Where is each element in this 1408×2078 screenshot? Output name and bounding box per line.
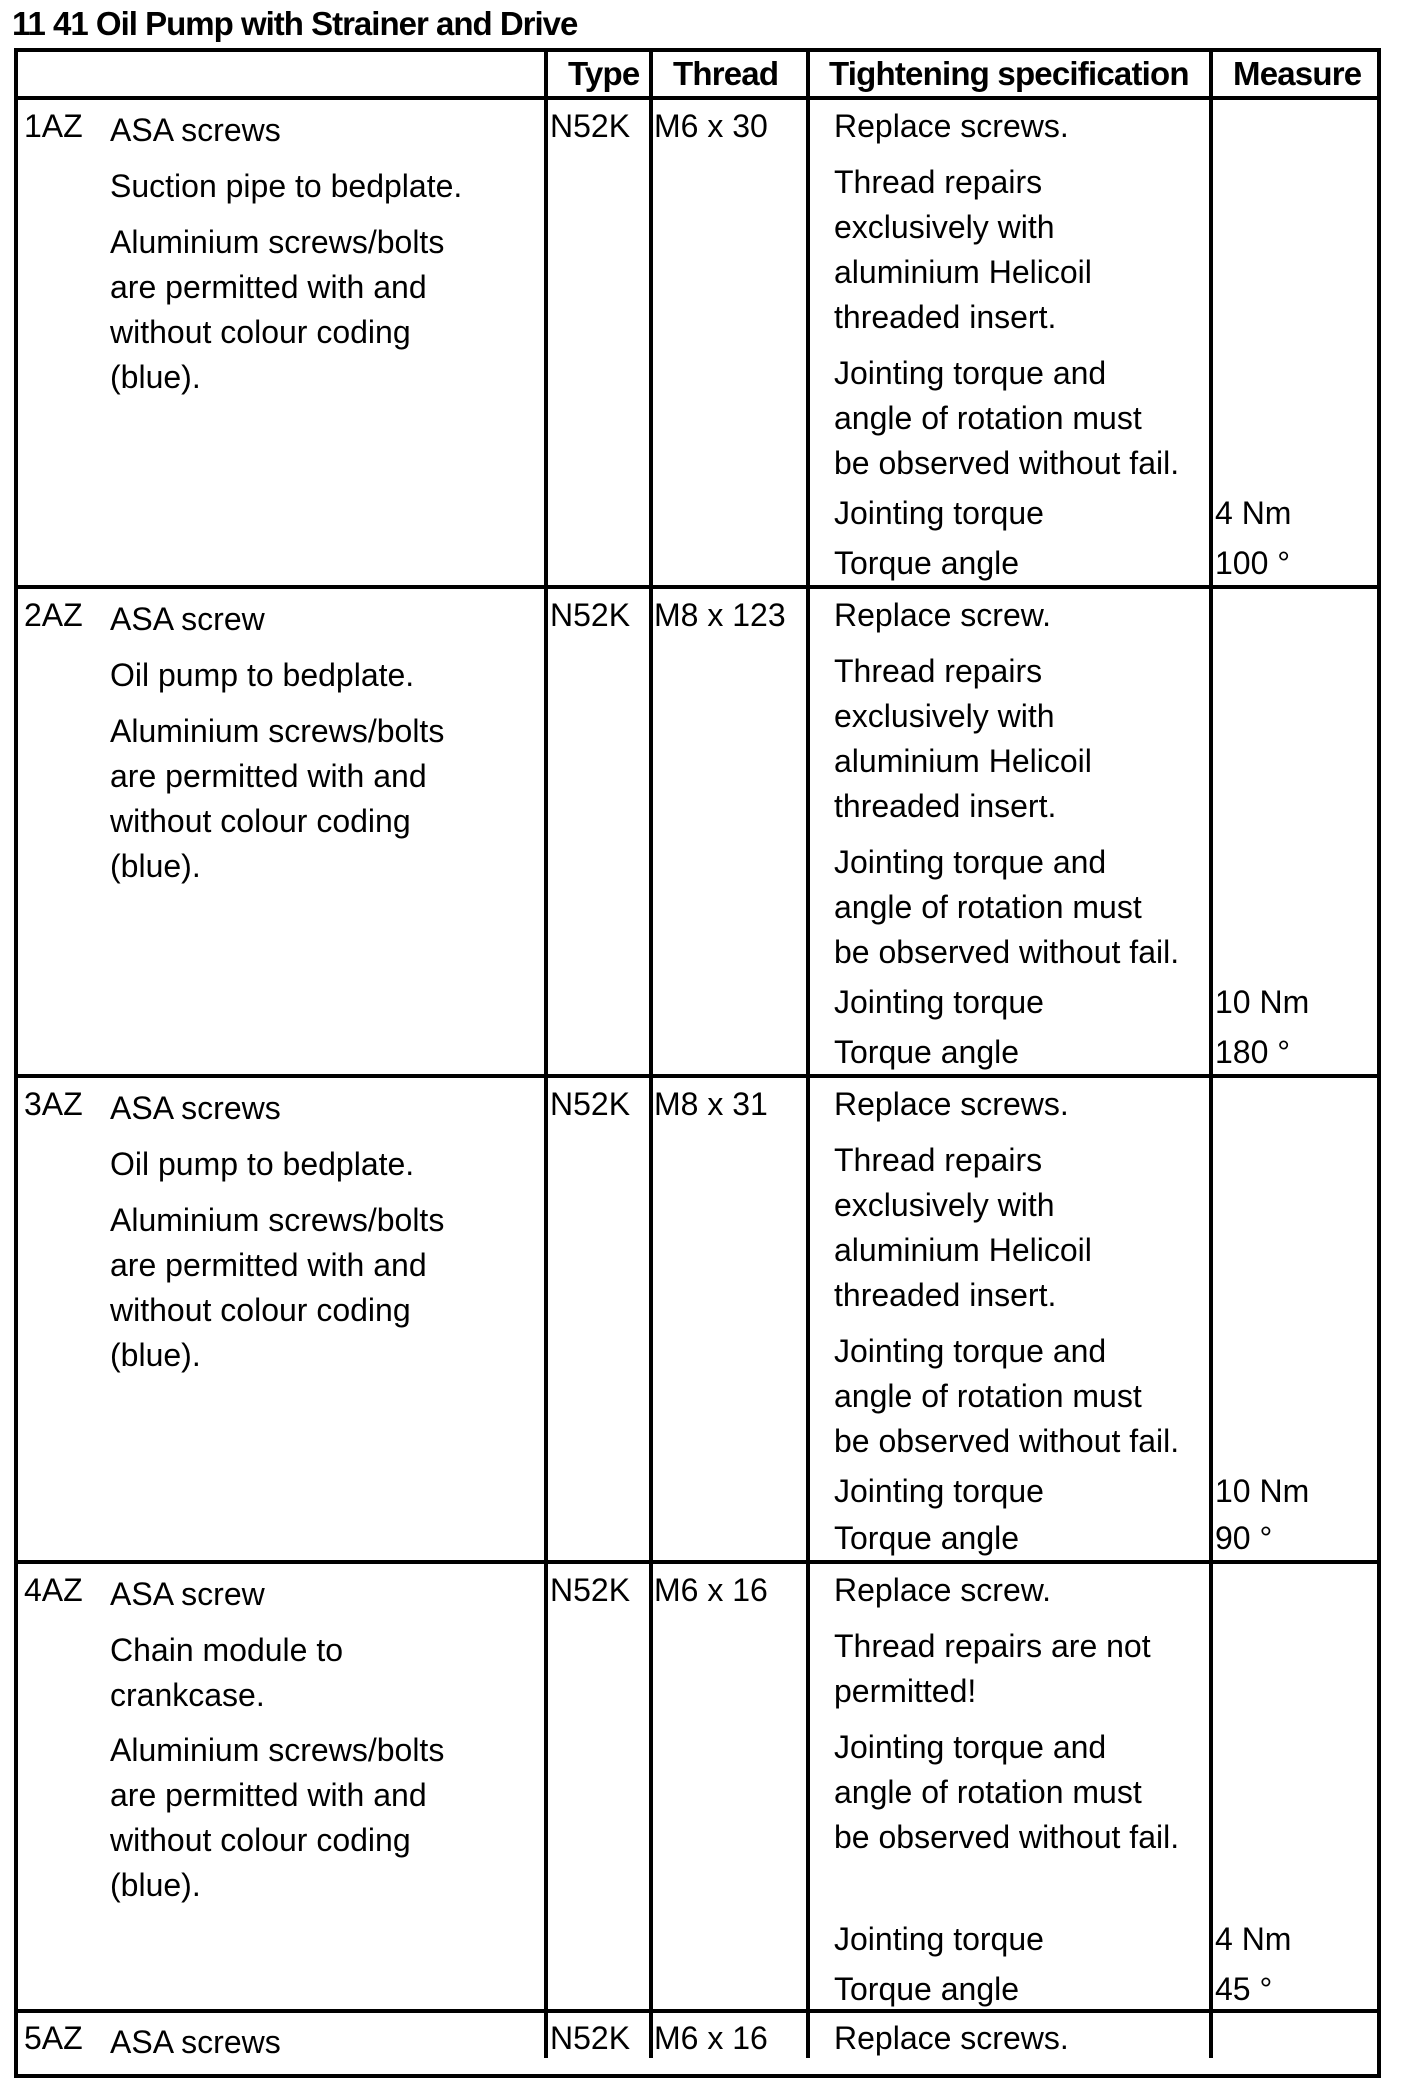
angle-value: 90 ° bbox=[1215, 1520, 1273, 1556]
item-note: without colour coding bbox=[110, 803, 411, 839]
item-id: 2AZ bbox=[24, 597, 83, 633]
spec-repair: permitted! bbox=[834, 1673, 977, 1709]
row-divider bbox=[14, 1560, 1381, 1564]
item-thread: M6 x 16 bbox=[654, 1572, 768, 1608]
item-note: (blue). bbox=[110, 359, 201, 395]
torque-value: 4 Nm bbox=[1215, 1921, 1292, 1957]
item-location: Chain module to bbox=[110, 1632, 344, 1668]
item-thread: M6 x 16 bbox=[654, 2020, 768, 2056]
angle-label: Torque angle bbox=[834, 1520, 1020, 1556]
column-divider bbox=[1209, 48, 1213, 2058]
item-note: (blue). bbox=[110, 1337, 201, 1373]
spec-observe: Jointing torque and bbox=[834, 355, 1107, 391]
spec-observe: angle of rotation must bbox=[834, 1378, 1142, 1414]
item-type: N52K bbox=[550, 1086, 631, 1122]
item-location: Oil pump to bedplate. bbox=[110, 1146, 415, 1182]
angle-value: 45 ° bbox=[1215, 1971, 1273, 2007]
torque-value: 4 Nm bbox=[1215, 495, 1292, 531]
row-divider bbox=[14, 1074, 1381, 1078]
item-thread: M6 x 30 bbox=[654, 108, 768, 144]
item-note: are permitted with and bbox=[110, 758, 427, 794]
item-name: ASA screws bbox=[110, 112, 281, 148]
item-note: Aluminium screws/bolts bbox=[110, 224, 445, 260]
item-name: ASA screw bbox=[110, 601, 265, 637]
spec-replace: Replace screws. bbox=[834, 108, 1069, 144]
column-divider bbox=[649, 48, 653, 2058]
page-title: 11 41 Oil Pump with Strainer and Drive bbox=[12, 5, 578, 42]
item-name: ASA screws bbox=[110, 2024, 281, 2060]
torque-label: Jointing torque bbox=[834, 984, 1044, 1020]
spec-observe: Jointing torque and bbox=[834, 844, 1107, 880]
column-divider bbox=[544, 48, 548, 2058]
item-location: Suction pipe to bedplate. bbox=[110, 168, 463, 204]
spec-repair: exclusively with bbox=[834, 1187, 1055, 1223]
spec-repair: aluminium Helicoil bbox=[834, 1232, 1092, 1268]
item-note: without colour coding bbox=[110, 1822, 411, 1858]
angle-label: Torque angle bbox=[834, 1971, 1020, 2007]
item-note: (blue). bbox=[110, 1867, 201, 1903]
item-type: N52K bbox=[550, 2020, 631, 2056]
spec-repair: Thread repairs are not bbox=[834, 1628, 1151, 1664]
spec-repair: aluminium Helicoil bbox=[834, 743, 1092, 779]
angle-value: 180 ° bbox=[1215, 1034, 1291, 1070]
header-measure: Measure bbox=[1233, 55, 1362, 92]
item-note: are permitted with and bbox=[110, 1777, 427, 1813]
item-type: N52K bbox=[550, 1572, 631, 1608]
spec-replace: Replace screws. bbox=[834, 1086, 1069, 1122]
spec-repair: exclusively with bbox=[834, 698, 1055, 734]
item-note: without colour coding bbox=[110, 314, 411, 350]
item-id: 1AZ bbox=[24, 108, 83, 144]
angle-label: Torque angle bbox=[834, 545, 1020, 581]
item-location: Oil pump to bedplate. bbox=[110, 657, 415, 693]
spec-observe: be observed without fail. bbox=[834, 934, 1180, 970]
torque-value: 10 Nm bbox=[1215, 1473, 1310, 1509]
torque-label: Jointing torque bbox=[834, 495, 1044, 531]
angle-value: 100 ° bbox=[1215, 545, 1291, 581]
item-id: 4AZ bbox=[24, 1572, 83, 1608]
item-type: N52K bbox=[550, 597, 631, 633]
item-location: crankcase. bbox=[110, 1677, 265, 1713]
column-divider bbox=[806, 48, 810, 2058]
item-name: ASA screw bbox=[110, 1576, 265, 1612]
item-type: N52K bbox=[550, 108, 631, 144]
torque-label: Jointing torque bbox=[834, 1473, 1044, 1509]
spec-observe: angle of rotation must bbox=[834, 1774, 1142, 1810]
spec-observe: be observed without fail. bbox=[834, 445, 1180, 481]
spec-observe: angle of rotation must bbox=[834, 889, 1142, 925]
spec-repair: Thread repairs bbox=[834, 1142, 1043, 1178]
item-thread: M8 x 123 bbox=[654, 597, 786, 633]
item-note: Aluminium screws/bolts bbox=[110, 1732, 445, 1768]
spec-observe: Jointing torque and bbox=[834, 1333, 1107, 1369]
item-note: Aluminium screws/bolts bbox=[110, 713, 445, 749]
spec-observe: be observed without fail. bbox=[834, 1819, 1180, 1855]
row-divider bbox=[14, 585, 1381, 589]
spec-replace: Replace screw. bbox=[834, 597, 1051, 633]
spec-repair: exclusively with bbox=[834, 209, 1055, 245]
torque-value: 10 Nm bbox=[1215, 984, 1310, 1020]
spec-observe: Jointing torque and bbox=[834, 1729, 1107, 1765]
header-type: Type bbox=[568, 55, 640, 92]
spec-observe: angle of rotation must bbox=[834, 400, 1142, 436]
spec-repair: threaded insert. bbox=[834, 1277, 1057, 1313]
spec-replace: Replace screws. bbox=[834, 2020, 1069, 2056]
spec-repair: threaded insert. bbox=[834, 788, 1057, 824]
angle-label: Torque angle bbox=[834, 1034, 1020, 1070]
item-note: (blue). bbox=[110, 848, 201, 884]
spec-repair: Thread repairs bbox=[834, 164, 1043, 200]
spec-replace: Replace screw. bbox=[834, 1572, 1051, 1608]
item-note: without colour coding bbox=[110, 1292, 411, 1328]
header-spec: Tightening specification bbox=[829, 55, 1189, 92]
item-note: Aluminium screws/bolts bbox=[110, 1202, 445, 1238]
header-thread: Thread bbox=[673, 55, 779, 92]
item-id: 3AZ bbox=[24, 1086, 83, 1122]
row-divider bbox=[14, 2009, 1381, 2013]
spec-repair: Thread repairs bbox=[834, 653, 1043, 689]
spec-observe: be observed without fail. bbox=[834, 1423, 1180, 1459]
spec-repair: aluminium Helicoil bbox=[834, 254, 1092, 290]
row-divider bbox=[14, 96, 1381, 100]
item-name: ASA screws bbox=[110, 1090, 281, 1126]
item-thread: M8 x 31 bbox=[654, 1086, 768, 1122]
item-note: are permitted with and bbox=[110, 269, 427, 305]
torque-label: Jointing torque bbox=[834, 1921, 1044, 1957]
item-note: are permitted with and bbox=[110, 1247, 427, 1283]
spec-repair: threaded insert. bbox=[834, 299, 1057, 335]
item-id: 5AZ bbox=[24, 2020, 83, 2056]
